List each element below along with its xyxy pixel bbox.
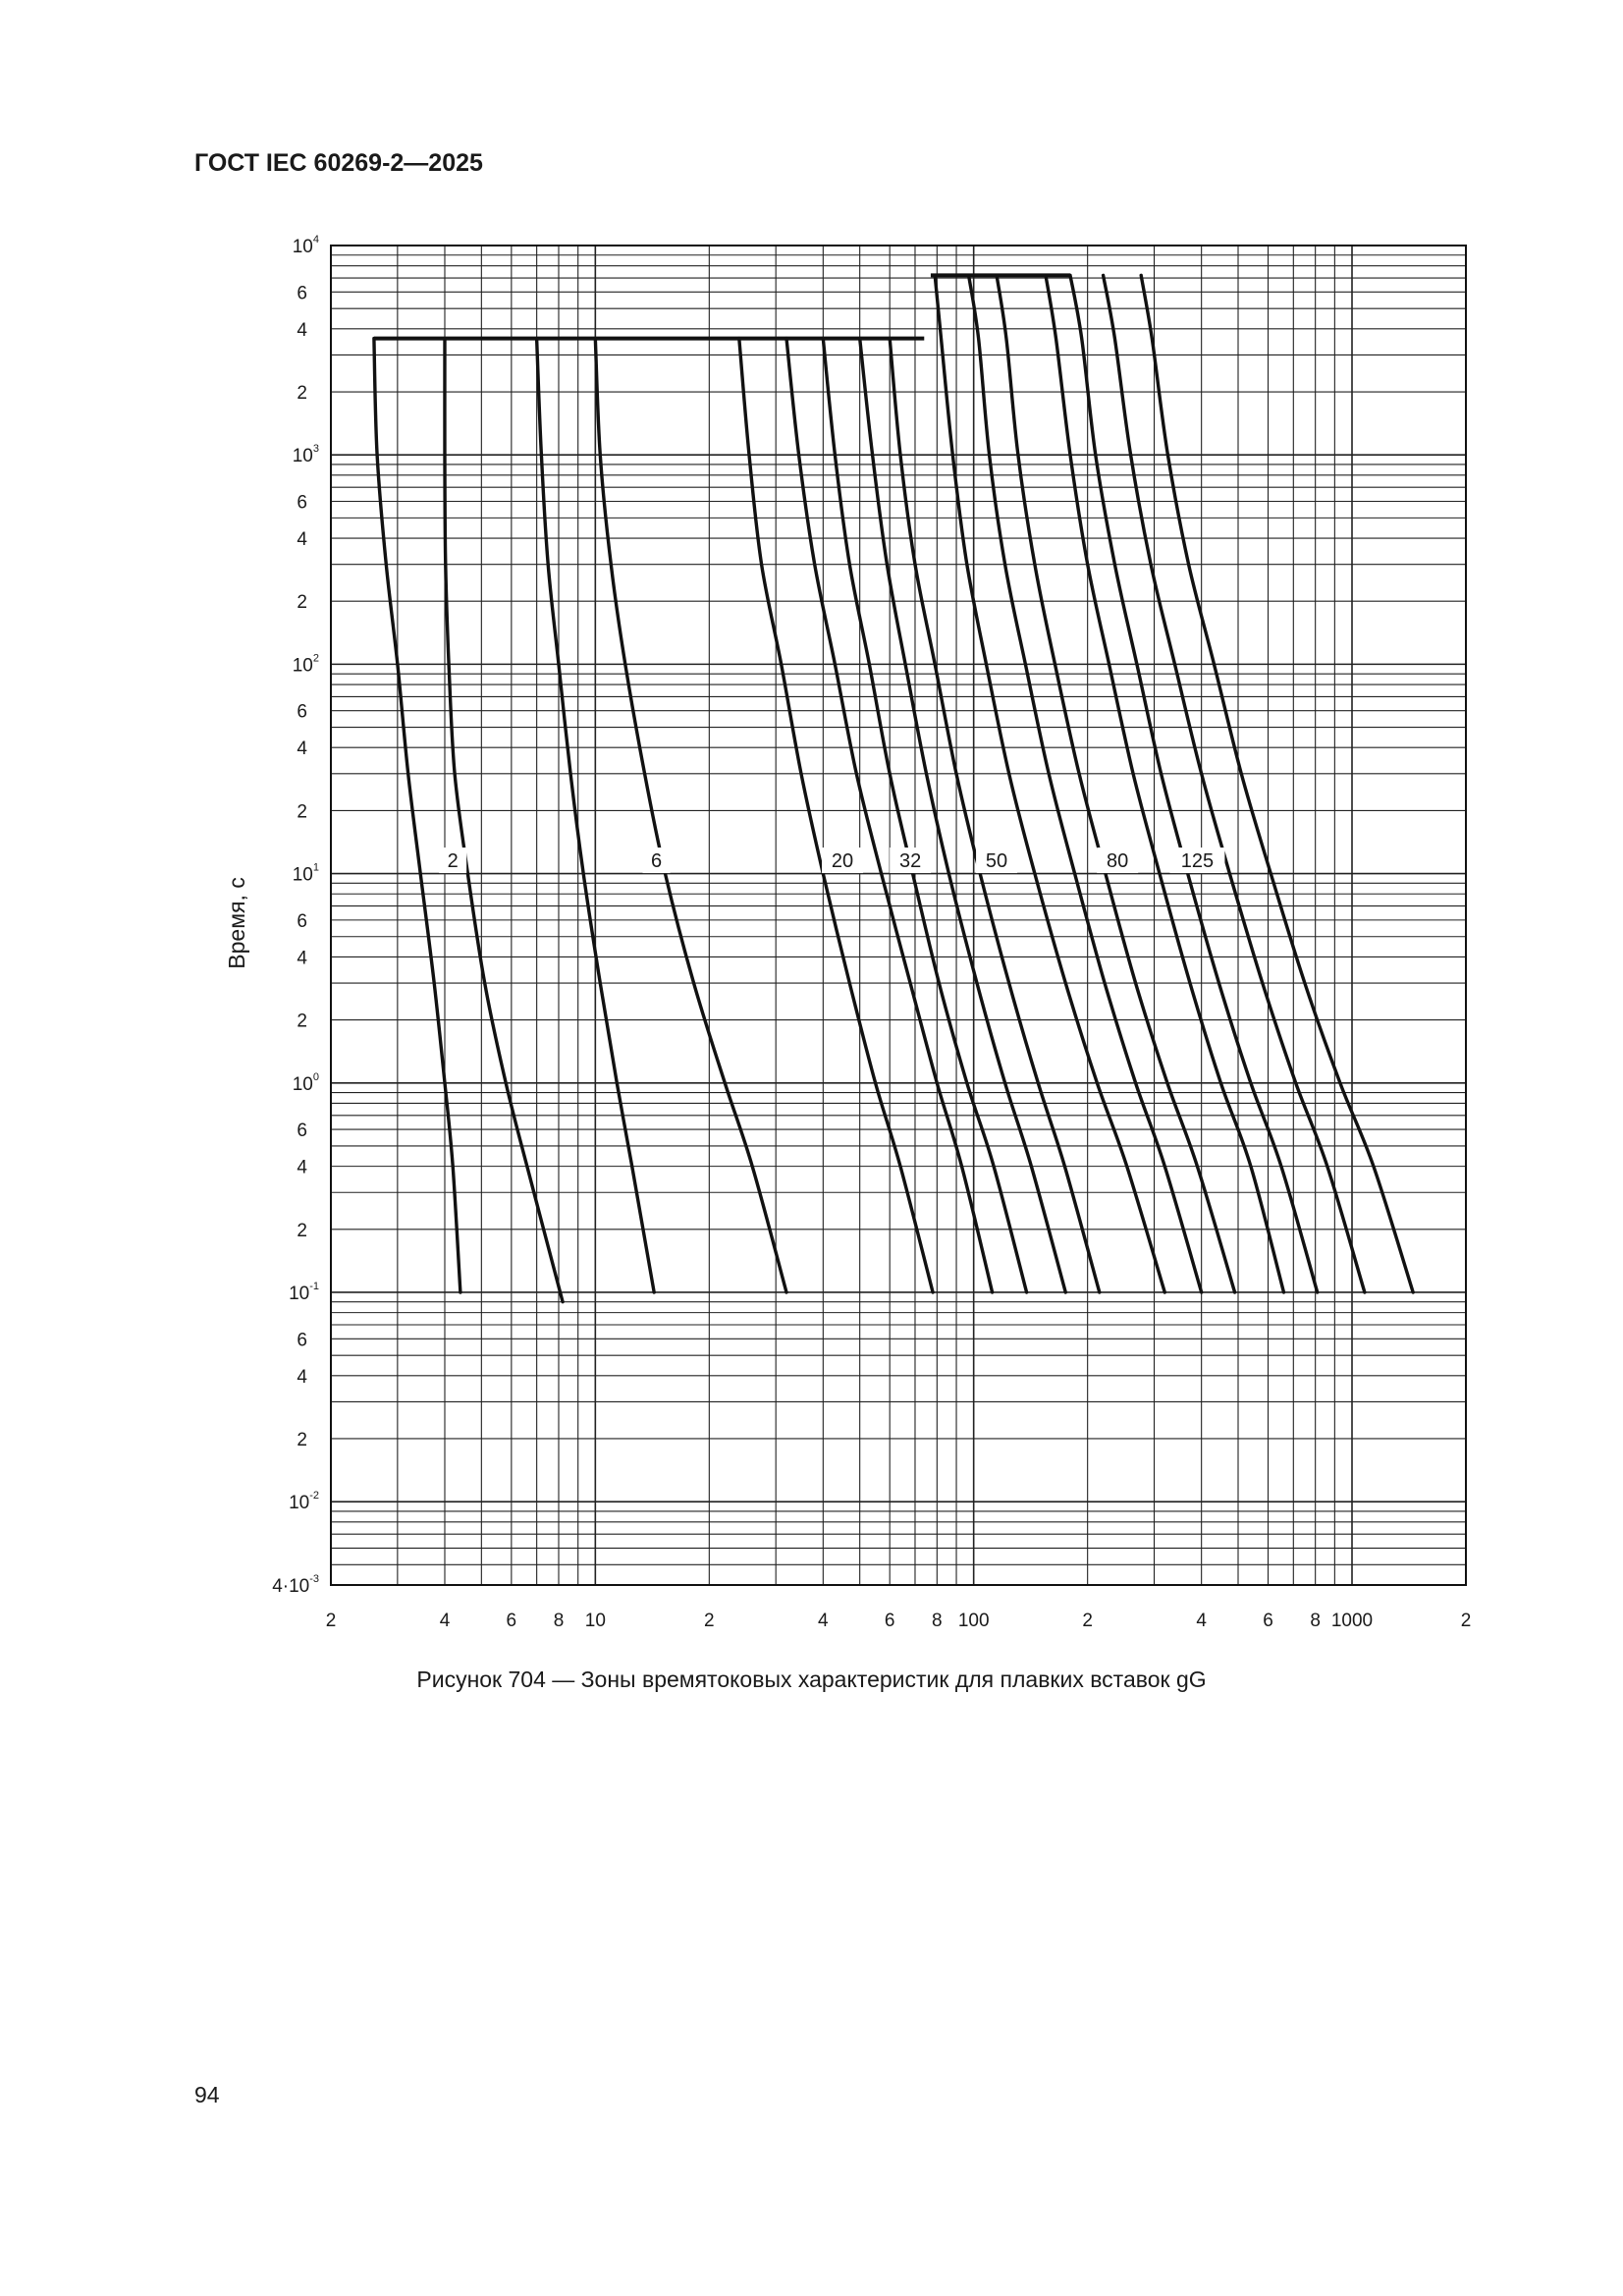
series-label: 80 (1107, 850, 1129, 873)
x-tick-label: 6 (506, 1611, 517, 1631)
x-tick-labels (326, 1611, 1472, 1631)
x-tick-label: 1000 (1330, 1611, 1374, 1631)
series-curve-13 (1070, 275, 1318, 1292)
y-tick-label: 6 (297, 1330, 307, 1351)
x-tick-label: 100 (957, 1611, 990, 1631)
y-tick-label: $10^2$ (292, 652, 319, 677)
x-tick-label: 10 (584, 1611, 606, 1631)
y-tick-label: 4 (297, 738, 307, 760)
y-tick-label: $4\cdot 10^{-3}$ (272, 1573, 319, 1597)
chart-series (374, 275, 1413, 1301)
standard-header: ГОСТ IEC 60269-2—2025 (194, 149, 483, 177)
series-labels (439, 847, 1224, 873)
x-tick-label: 2 (1460, 1611, 1472, 1631)
x-tick-label: 4 (1196, 1611, 1207, 1631)
page-number: 94 (194, 2082, 220, 2107)
x-tick-label: 8 (932, 1611, 943, 1631)
y-tick-label: 6 (297, 1121, 307, 1142)
series-curve-7 (860, 339, 1066, 1292)
y-tick-label: $10^1$ (292, 861, 319, 886)
y-tick-label: 6 (297, 492, 307, 514)
y-tick-label: 4 (297, 948, 307, 969)
y-tick-label: 4 (297, 1157, 307, 1178)
series-curve-14 (1104, 275, 1365, 1292)
series-curve-10 (969, 275, 1202, 1292)
figure-caption: Рисунок 704 — Зоны времятоковых характеристик для плавких вставок gG (416, 1667, 1207, 1692)
series-label: 6 (650, 850, 663, 873)
y-tick-label: 2 (297, 1429, 307, 1450)
y-tick-label: 4 (297, 1366, 307, 1388)
series-curve-0 (374, 339, 460, 1292)
y-tick-label: 2 (297, 1220, 307, 1241)
y-tick-label: $10^0$ (292, 1070, 319, 1095)
series-label: 20 (831, 850, 854, 873)
x-tick-label: 8 (553, 1611, 565, 1631)
series-curve-15 (1141, 275, 1413, 1292)
series-label: 2 (447, 850, 459, 873)
y-tick-label: 6 (297, 910, 307, 932)
x-tick-label: 8 (1310, 1611, 1321, 1631)
y-tick-label: 2 (297, 1011, 307, 1032)
series-curve-8 (890, 339, 1100, 1292)
y-tick-label: $10^3$ (292, 443, 319, 467)
series-curve-3 (595, 339, 786, 1292)
y-tick-label: 6 (297, 283, 307, 304)
y-tick-label: 2 (297, 383, 307, 405)
series-label: 32 (899, 850, 922, 873)
series-label: 125 (1180, 850, 1215, 873)
y-tick-label: 2 (297, 592, 307, 614)
x-tick-label: 4 (439, 1611, 451, 1631)
x-tick-label: 4 (818, 1611, 829, 1631)
y-tick-label: 4 (297, 319, 307, 341)
y-tick-labels (272, 234, 319, 1597)
y-axis-label: Время, с (224, 877, 249, 969)
y-tick-label: $10^{-2}$ (289, 1490, 319, 1514)
x-tick-label: 2 (704, 1611, 715, 1631)
series-curve-11 (997, 275, 1235, 1292)
x-tick-label: 6 (884, 1611, 895, 1631)
y-tick-label: 6 (297, 701, 307, 723)
x-tick-label: 6 (1263, 1611, 1273, 1631)
series-curve-6 (823, 339, 1026, 1292)
x-tick-label: 2 (325, 1611, 337, 1631)
y-tick-label: $10^{-1}$ (289, 1280, 319, 1304)
y-tick-label: 4 (297, 529, 307, 551)
series-label: 50 (985, 850, 1008, 873)
y-tick-label: 2 (297, 801, 307, 823)
series-curve-1 (445, 339, 563, 1302)
x-tick-label: 2 (1082, 1611, 1093, 1631)
y-tick-label: $10^4$ (292, 234, 319, 257)
